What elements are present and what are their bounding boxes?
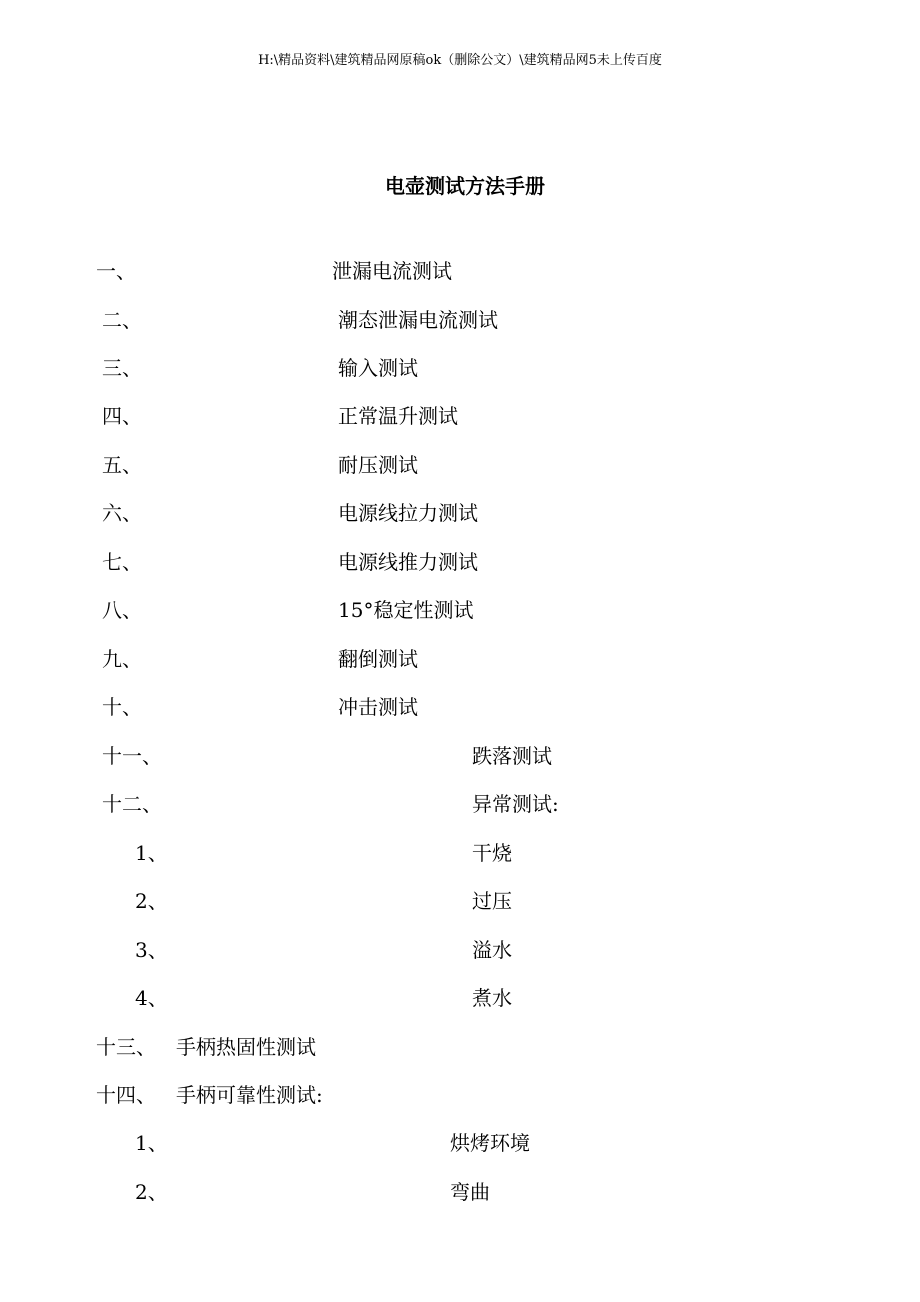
toc-item	[0, 788, 920, 820]
toc-item	[0, 594, 920, 626]
toc-item-label: 潮态泄漏电流测试	[338, 308, 498, 332]
toc-item-label: 手柄可靠性测试:	[176, 1083, 323, 1107]
toc-subitem	[0, 837, 920, 869]
toc-item-label: 冲击测试	[338, 695, 418, 719]
toc-subitem	[0, 1127, 920, 1159]
toc-item-number: 2、	[135, 889, 168, 913]
toc-subitem	[0, 934, 920, 966]
toc-item-label: 过压	[472, 889, 512, 913]
toc-item-number: 三、	[102, 356, 142, 380]
toc-item-label: 耐压测试	[338, 453, 418, 477]
toc-item-number: 十四、	[96, 1083, 156, 1107]
toc-item-number: 九、	[102, 647, 142, 671]
toc-subitem	[0, 982, 920, 1014]
toc-item-number: 2、	[135, 1180, 168, 1204]
toc-item-number: 十、	[102, 695, 142, 719]
toc-item-label: 跌落测试	[472, 744, 552, 768]
toc-item	[0, 352, 920, 384]
toc-item-number: 十三、	[96, 1035, 156, 1059]
toc-item	[0, 304, 920, 336]
toc-item-number: 4、	[135, 986, 168, 1010]
toc-item	[0, 691, 920, 723]
toc-item-label: 15°稳定性测试	[338, 598, 474, 622]
toc-item-label: 电源线拉力测试	[338, 501, 478, 525]
toc-item-number: 1、	[135, 841, 168, 865]
toc-item-label: 正常温升测试	[338, 404, 458, 428]
document-title: 电壶测试方法手册	[385, 174, 545, 198]
toc-item-label: 异常测试:	[472, 792, 559, 816]
toc-item-number: 十一、	[102, 744, 162, 768]
toc-item-number: 五、	[102, 453, 142, 477]
toc-item	[0, 255, 920, 287]
toc-item-label: 手柄热固性测试	[176, 1035, 316, 1059]
toc-item-label: 烘烤环境	[450, 1131, 530, 1155]
toc-item	[0, 400, 920, 432]
toc-item-number: 3、	[135, 938, 168, 962]
toc-item	[0, 1031, 920, 1063]
toc-subitem	[0, 885, 920, 917]
toc-item-label: 翻倒测试	[338, 647, 418, 671]
toc-item-number: 十二、	[102, 792, 162, 816]
toc-item-number: 二、	[102, 308, 142, 332]
toc-item	[0, 643, 920, 675]
toc-item-label: 溢水	[472, 938, 512, 962]
toc-item-number: 八、	[102, 598, 142, 622]
toc-item-label: 干烧	[472, 841, 512, 865]
toc-item-label: 弯曲	[450, 1180, 490, 1204]
toc-item-number: 四、	[102, 404, 142, 428]
toc-item-label: 泄漏电流测试	[332, 259, 452, 283]
toc-item	[0, 1079, 920, 1111]
toc-item-label: 煮水	[472, 986, 512, 1010]
toc-subitem	[0, 1176, 920, 1208]
toc-item-label: 电源线推力测试	[338, 550, 478, 574]
toc-item	[0, 546, 920, 578]
toc-item-number: 七、	[102, 550, 142, 574]
toc-item-number: 一、	[96, 259, 136, 283]
toc-item-number: 1、	[135, 1131, 168, 1155]
toc-item-number: 六、	[102, 501, 142, 525]
toc-item	[0, 740, 920, 772]
toc-item	[0, 449, 920, 481]
toc-item	[0, 497, 920, 529]
toc-item-label: 输入测试	[338, 356, 418, 380]
header-file-path: H:\精品资料\建筑精品网原稿ok（删除公文）\建筑精品网5未上传百度	[258, 53, 662, 68]
